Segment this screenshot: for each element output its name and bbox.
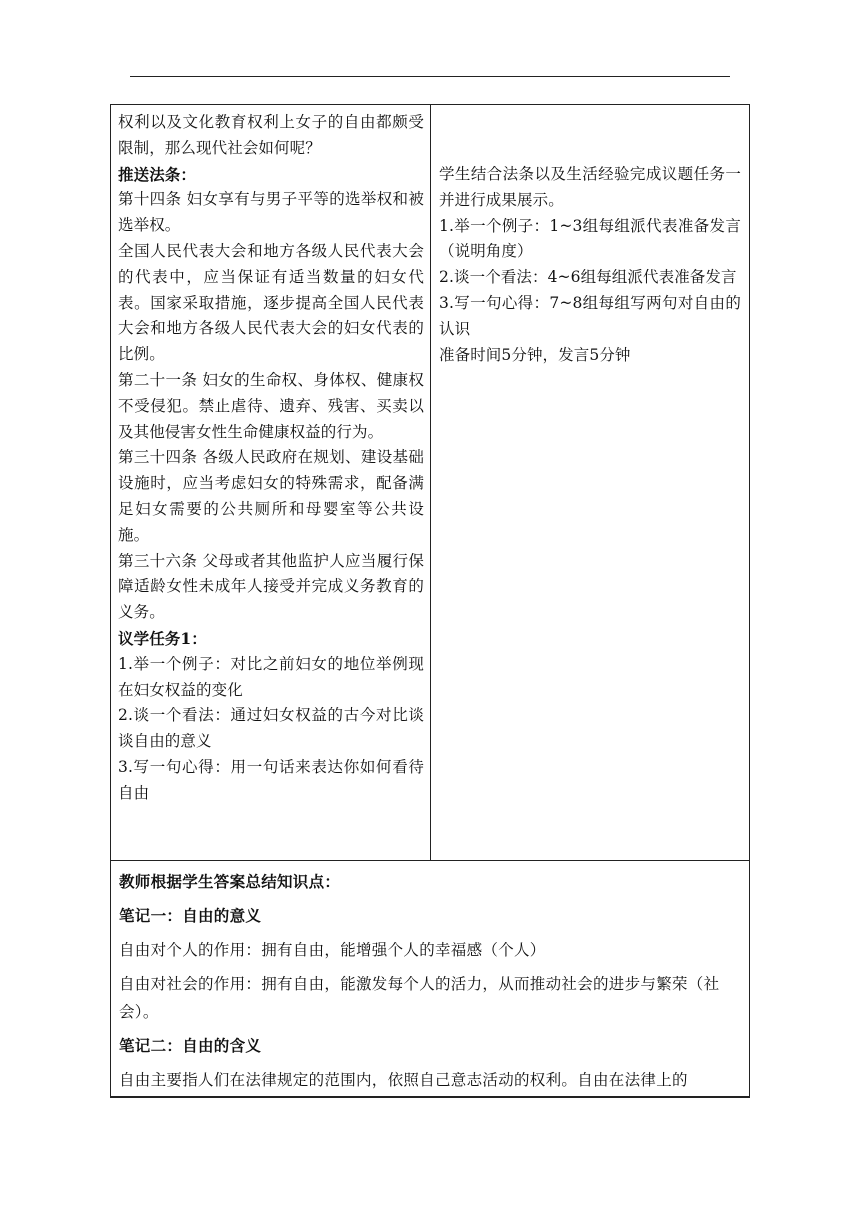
article-14: 第十四条 妇女享有与男子平等的选举权和被选举权。 bbox=[118, 190, 424, 235]
article-14-detail: 全国人民代表大会和地方各级人民代表大会的代表中，应当保证有适当数量的妇女代表。国家采取措施，逐步提高全国人民代表大会和地方各级人民代表大会的妇女代表的比例。 bbox=[118, 241, 424, 364]
note-1-title: 笔记一：自由的意义 bbox=[119, 906, 262, 925]
table-bottom-rule bbox=[110, 1097, 750, 1098]
push-law-heading: 推送法条： bbox=[118, 164, 197, 184]
group-task-1: 1.举一个例子：1~3组每组派代表准备发言（说明角度） bbox=[439, 216, 741, 261]
note-1-society: 自由对社会的作用：拥有自由，能激发每个人的活力，从而推动社会的进步与繁荣（社会）。 bbox=[119, 975, 720, 1021]
page-header-rule bbox=[130, 76, 730, 77]
time-allocation: 准备时间5分钟，发言5分钟 bbox=[439, 345, 631, 364]
summary-heading: 教师根据学生答案总结知识点： bbox=[119, 872, 341, 891]
lesson-table bbox=[110, 104, 750, 1097]
bottom-cell-summary bbox=[111, 861, 749, 1097]
left-cell-teacher-content bbox=[111, 105, 431, 860]
blank-line bbox=[439, 110, 741, 136]
article-34: 第三十四条 各级人民政府在规划、建设基础设施时，应当考虑妇女的特殊需求，配备满足妇女需要的公共厕所和母婴室等公共设施。 bbox=[118, 448, 424, 544]
task-item-3: 3.写一句心得：用一句话来表达你如何看待自由 bbox=[118, 757, 424, 802]
intro-paragraph: 权利以及文化教育权利上女子的自由都颇受限制，那么现代社会如何呢？ bbox=[118, 113, 424, 157]
right-cell-student-activity bbox=[431, 105, 749, 860]
task-heading: 议学任务1： bbox=[118, 628, 207, 648]
article-21: 第二十一条 妇女的生命权、身体权、健康权不受侵犯。禁止虐待、遗弃、残害、买卖以及其他侵害女性生命健康权益的行为。 bbox=[118, 370, 424, 441]
blank-line bbox=[439, 136, 741, 162]
group-task-2: 2.谈一个看法：4~6组每组派代表准备发言 bbox=[439, 268, 737, 287]
group-task-3: 3.写一句心得：7~8组每组写两句对自由的认识 bbox=[439, 293, 741, 338]
task-item-2: 2.谈一个看法：通过妇女权益的古今对比谈谈自由的意义 bbox=[118, 706, 424, 751]
note-2-title: 笔记二：自由的含义 bbox=[119, 1036, 262, 1055]
note-1-personal: 自由对个人的作用：拥有自由，能增强个人的幸福感（个人） bbox=[119, 941, 546, 959]
article-36: 第三十六条 父母或者其他监护人应当履行保障适龄女性未成年人接受并完成义务教育的义务。 bbox=[118, 551, 424, 622]
activity-intro: 学生结合法条以及生活经验完成议题任务一并进行成果展示。 bbox=[439, 165, 741, 209]
note-2-definition: 自由主要指人们在法律规定的范围内，依照自己意志活动的权利。自由在法律上的 bbox=[119, 1071, 688, 1089]
task-item-1: 1.举一个例子：对比之前妇女的地位举例现在妇女权益的变化 bbox=[118, 654, 424, 699]
